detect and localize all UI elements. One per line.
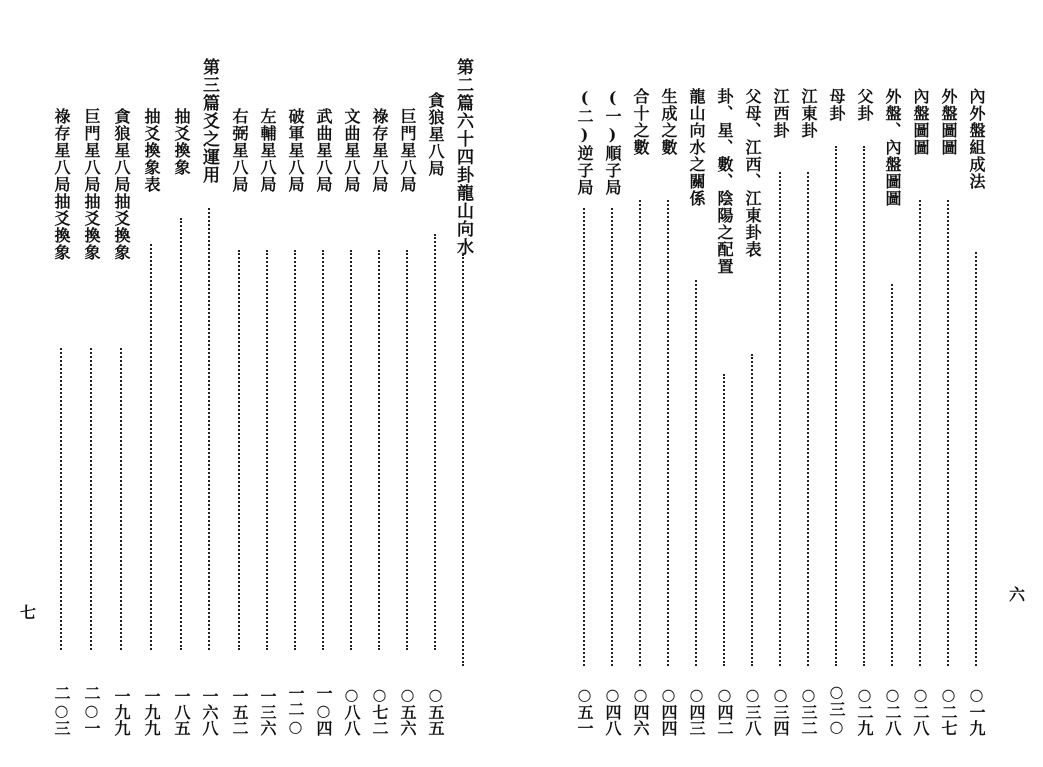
toc-entry [282,58,308,736]
entry-title: 合十之數 [631,88,650,156]
heading-title: 第三篇爻之運用 [199,58,219,184]
page-number: 一九九 [112,688,131,736]
page-number: ○四四 [659,685,678,736]
dot-leader [294,250,296,650]
dot-leader [891,284,893,666]
page-number: ○四八 [603,685,622,736]
entry-title: 卦、星、數、陰陽之配置 [715,88,734,275]
dot-leader [947,200,949,666]
entry-title: 母卦 [827,88,846,122]
dot-leader [322,250,324,650]
toc-entry [138,58,164,736]
page-number: ○五六 [398,685,417,736]
toc-entry [226,58,252,736]
toc-entry [655,58,681,736]
page-number: ○三四 [771,685,790,736]
page-number: ○四六 [631,685,650,736]
toc-entry [254,58,280,736]
entry-title: 左輔星八局 [258,108,277,193]
page-number: ○二九 [855,685,874,736]
toc-entry [795,58,821,736]
page-number: ○五五 [426,685,445,736]
toc-entry [739,58,765,736]
page-number: 一○四 [314,685,333,736]
entry-title: 抽爻換象 [172,108,191,176]
dot-leader [639,200,641,666]
entry-title: 內外盤組成法 [967,88,986,190]
toc-entry [571,58,597,736]
entry-title: 生成之數 [659,88,678,156]
toc-entry [366,58,392,736]
dot-leader [90,348,92,650]
dot-leader [807,172,809,666]
page-number: 二○一 [82,685,101,736]
dot-leader [150,244,152,650]
toc-entry [627,58,653,736]
toc-heading-part-three [196,58,222,736]
dot-leader [378,250,380,650]
page-folio: 七 [20,603,37,622]
dot-leader [863,146,865,666]
toc-entry [394,58,420,736]
dot-leader [462,254,464,666]
toc-entry [338,58,364,736]
dot-leader [751,354,753,666]
toc-entry [851,58,877,736]
entry-title: 祿存星八局 [370,108,389,193]
page-number: ○七二 [370,685,389,736]
page-number: 一九九 [142,688,161,736]
page-number: ○三八 [743,685,762,736]
page-number: ○二八 [883,685,902,736]
dot-leader [180,218,182,650]
page-number: ○二八 [911,685,930,736]
entry-title: (二)逆子局 [575,88,594,196]
toc-entry [963,58,989,736]
entry-title: 祿存星八局抽爻換象 [52,108,71,261]
entry-title: 外盤圖圖 [939,88,958,156]
toc-entry [422,58,448,736]
page-number: ○五一 [575,685,594,736]
entry-title: 武曲星八局 [314,108,333,193]
page-number: ○四二 [715,685,734,736]
dot-leader [779,172,781,666]
page-number: ○二七 [939,685,958,736]
toc-entry [168,58,194,736]
entry-title: 文曲星八局 [342,108,361,193]
dot-leader [60,348,62,650]
page-folio: 六 [1009,585,1026,604]
toc-entry [48,58,74,736]
entry-title: 破軍星八局 [286,108,305,193]
toc-entry [879,58,905,736]
entry-title: 抽爻換象表 [142,108,161,193]
entry-title: 內盤圖圖 [911,88,930,156]
toc-entry [767,58,793,736]
entry-title: 右弼星八局 [230,108,249,193]
dot-leader [667,200,669,666]
dot-leader [919,200,921,666]
entry-title: 江東卦 [799,88,818,139]
dot-leader [208,208,210,650]
entry-title: 江西卦 [771,88,790,139]
toc-entry [907,58,933,736]
dot-leader [835,146,837,666]
entry-title: 巨門星八局 [398,108,417,193]
entry-title: 外盤、內盤圖圖 [883,88,902,207]
page-number: 一五二 [230,688,249,736]
page-number: ○三二 [799,685,818,736]
entry-title: 父卦 [855,88,874,122]
toc-entry [711,58,737,736]
page-number: ○一九 [967,685,986,736]
dot-leader [723,374,725,666]
toc-entry [108,58,134,736]
page-number: 一二○ [286,685,305,736]
toc-entry [935,58,961,736]
entry-title: 父母、江西、江東卦表 [743,88,762,258]
entry-title: (一)順子局 [603,88,622,196]
toc-entry [78,58,104,736]
dot-leader [434,234,436,650]
toc-entry [599,58,625,736]
entry-title: 巨門星八局抽爻換象 [82,108,101,261]
page-number: ○三○ [827,682,846,736]
page-number: 一八五 [172,688,191,736]
toc-entry [310,58,336,736]
left-page [0,0,521,767]
page-number: ○八八 [342,685,361,736]
dot-leader [120,348,122,650]
dot-leader [695,280,697,666]
dot-leader [350,250,352,650]
page-number: 一三六 [258,688,277,736]
dot-leader [975,252,977,666]
dot-leader [238,250,240,650]
page-number: ○四三 [687,685,706,736]
dot-leader [611,208,613,666]
page-number: 二○三 [52,685,71,736]
entry-title: 龍山向水之關係 [687,88,706,207]
dot-leader [406,250,408,650]
entry-title: 貪狼星八局抽爻換象 [112,108,131,261]
entry-title: 貪狼星八局 [426,92,445,177]
page-number: 一六八 [200,688,219,736]
heading-title: 第二篇六十四卦龍山向水 [453,58,473,256]
right-page [521,0,1043,767]
dot-leader [266,250,268,650]
dot-leader [583,208,585,666]
toc-heading-part-two [450,58,476,736]
toc-entry [823,58,849,736]
toc-entry [683,58,709,736]
